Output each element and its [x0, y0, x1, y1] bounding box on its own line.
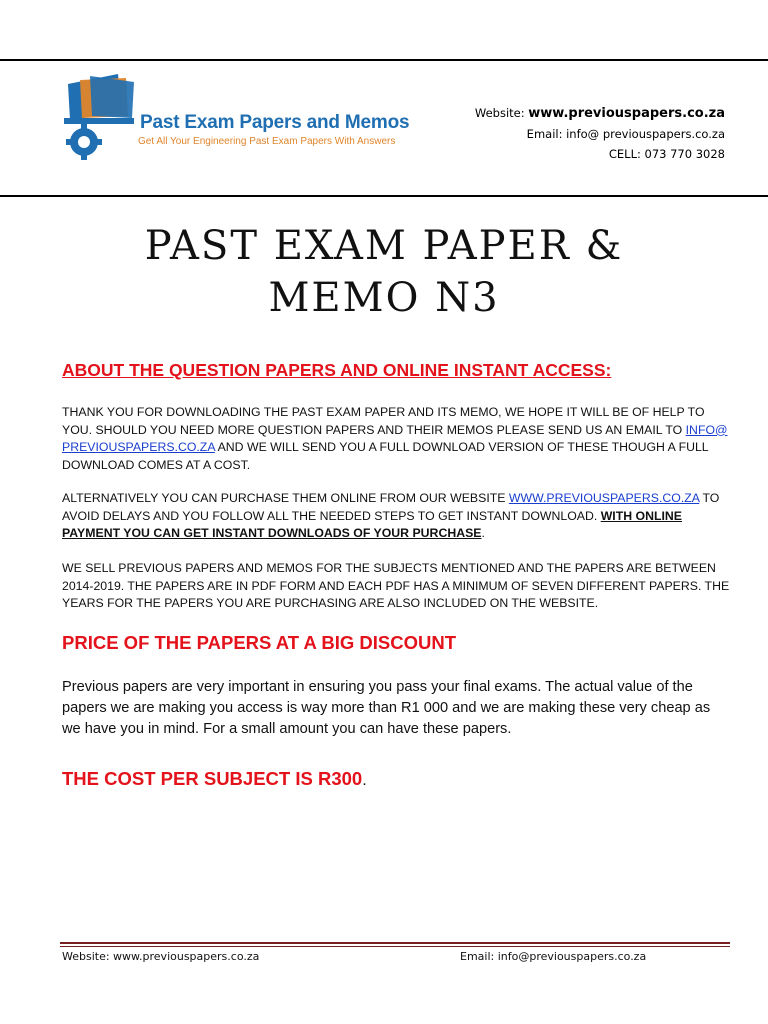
footer-website: Website: www.previouspapers.co.za [62, 950, 260, 963]
footer-rule-thin [60, 946, 730, 947]
website-url[interactable]: www.previouspapers.co.za [528, 106, 725, 121]
cost-period: . [362, 772, 367, 789]
email-link[interactable]: INFO@ PREVIOUSPAPERS.CO.ZA [62, 422, 728, 454]
website-label: Website: [474, 106, 529, 120]
logo-tagline: Get All Your Engineering Past Exam Papers With Answers [138, 136, 396, 147]
paragraph-text: TO AVOID DELAYS AND YOU FOLLOW ALL THE NEEDED STEPS TO GET INSTANT DOWNLOAD. [62, 491, 720, 523]
paragraph-alternatively [62, 490, 732, 543]
title-line-2: MEMO N3 [268, 275, 500, 321]
page-title [0, 220, 768, 324]
contact-block [475, 103, 725, 164]
paragraph-thank-you [62, 404, 732, 474]
paragraph-text: THANK YOU FOR DOWNLOADING THE PAST EXAM PAPER AND ITS MEMO, WE HOPE IT WILL BE OF HELP TO YOU. SHOULD YOU NEED MORE QUESTION PAPERS AND THEIR MEMOS PLEASE SEND US AN EMAIL TO [62, 405, 705, 437]
website-link[interactable]: WWW.PREVIOUSPAPERS.CO.ZA [508, 491, 700, 505]
paragraph-text: AND WE WILL SEND YOU A FULL DOWNLOAD VERSION OF THESE THOUGH A FULL DOWNLOAD COMES AT A COST. [62, 440, 709, 472]
section-heading-access: ABOUT THE QUESTION PAPERS AND ONLINE INSTANT ACCESS: [62, 360, 612, 380]
paragraph-text: ALTERNATIVELY YOU CAN PURCHASE THEM ONLINE FROM OUR WEBSITE [62, 491, 509, 505]
footer-email: Email: info@previouspapers.co.za [460, 950, 647, 963]
paragraph-we-sell: WE SELL PREVIOUS PAPERS AND MEMOS FOR THE SUBJECTS MENTIONED AND THE PAPERS ARE BETWEEN 2014-2019. THE PAPERS ARE IN PDF FORM AND EACH PDF HAS A MINIMUM OF SEVEN DIFFERENT PAPERS. THE YEARS FOR THE PAPERS YOU ARE PURCHASING ARE ALSO INCLUDED ON THE WEBSITE. [62, 561, 730, 610]
emphasis-text: WITH ONLINE PAYMENT YOU CAN GET INSTANT DOWNLOADS OF YOUR PURCHASE [62, 508, 682, 540]
header-top-rule [0, 59, 768, 61]
paragraph-previous-papers: Previous papers are very important in ensuring you pass your final exams. The actual value of the papers we are making you access is way more than R1 000 and we are making these very cheap as we have you in mind. For a small amount you can have these papers. [62, 679, 711, 737]
footer-rule [60, 942, 730, 944]
logo-gear-icon [60, 72, 140, 162]
paragraph-text: . [481, 526, 485, 540]
cost-text: THE COST PER SUBJECT IS R300 [62, 768, 363, 789]
section-heading-price: PRICE OF THE PAPERS AT A BIG DISCOUNT [62, 632, 457, 653]
header-bottom-rule [0, 195, 768, 197]
company-logo [60, 72, 410, 162]
website-line [475, 103, 725, 124]
logo-title: Past Exam Papers and Memos [140, 112, 410, 133]
cost-line [62, 768, 367, 790]
title-line-1: PAST EXAM PAPER & [144, 223, 624, 269]
cell-line: CELL: 073 770 3028 [608, 147, 725, 161]
email-line: Email: info@ previouspapers.co.za [526, 127, 725, 141]
